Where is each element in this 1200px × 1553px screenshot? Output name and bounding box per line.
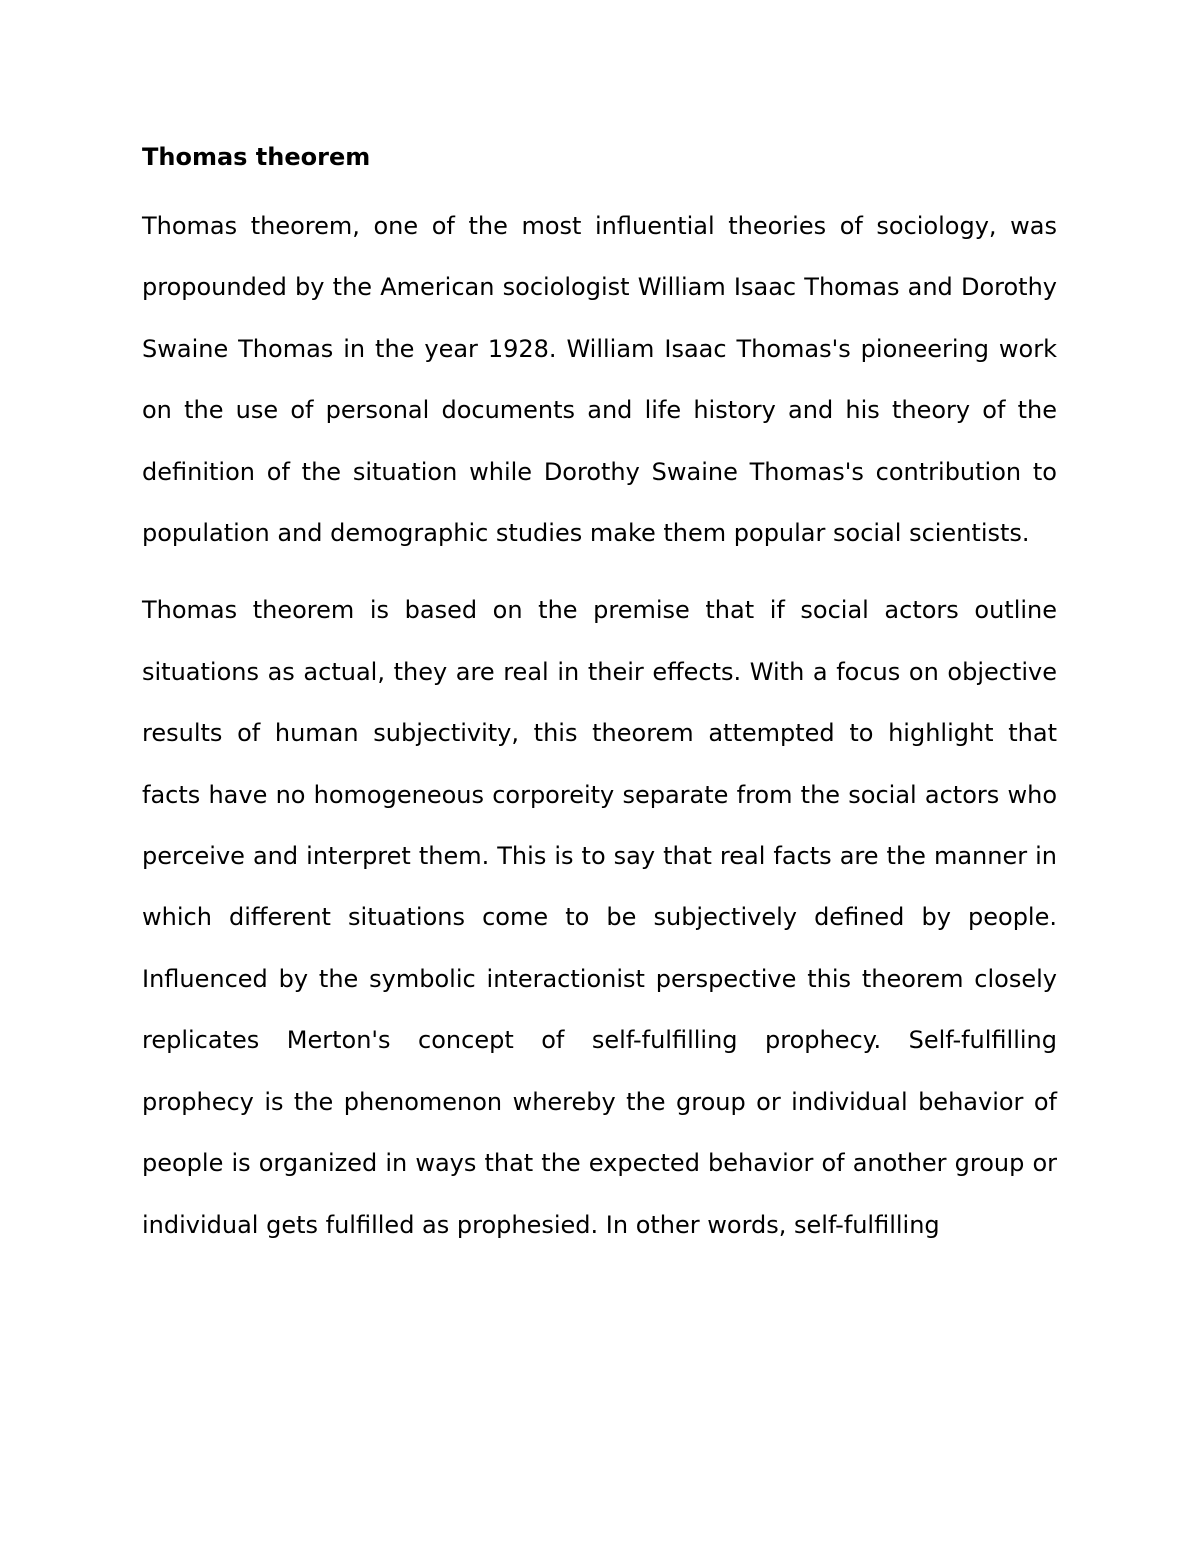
document-body — [142, 138, 1057, 1256]
paragraph-1: Thomas theorem, one of the most influential theories of sociology, was propounded by the American sociologist William Isaac Thomas and Dorothy Swaine Thomas in the year 1928. William Isaac Thomas's pioneering work on the use of personal documents and life history and his theory of the definition of the situation while Dorothy Swaine Thomas's contribution to population and demographic studies make them popular social scientists. — [142, 212, 1057, 548]
document-title: Thomas theorem — [142, 143, 371, 171]
paragraph-2: Thomas theorem is based on the premise that if social actors outline situations as actual, they are real in their effects. With a focus on objective results of human subjectivity, this theorem attempted to highlight that facts have no homogeneous corporeity separate from the social actors who perceive and interpret them. This is to say that real facts are the manner in which different situations come to be subjectively defined by people. Influenced by the symbolic interactionist perspective this theorem closely replicates Merton's concept of self-fulfilling prophecy. Self-fulfilling prophecy is the phenomenon whereby the group or individual behavior of people is organized in ways that the expected behavior of another group or individual gets fulfilled as prophesied. In other words, self-fulfilling — [142, 596, 1057, 1239]
